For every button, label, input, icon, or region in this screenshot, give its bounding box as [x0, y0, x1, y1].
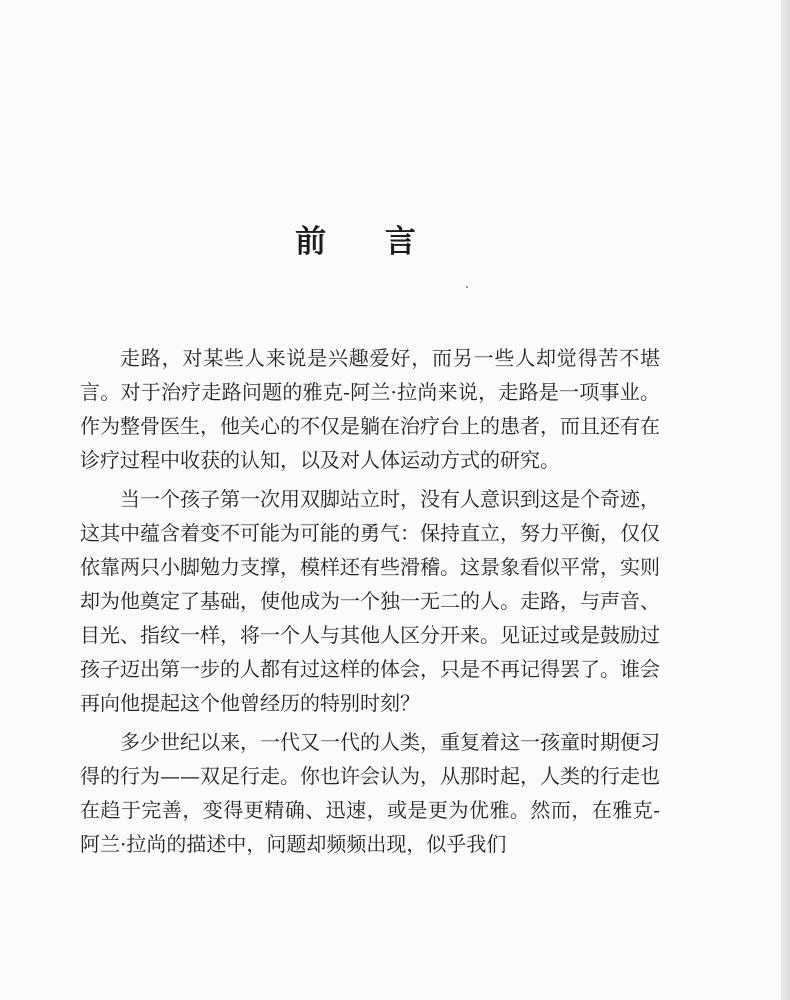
paragraph-2: 当一个孩子第一次用双脚站立时，没有人意识到这是个奇迹，这其中蕴含着变不可能为可能的勇气：保持直立，努力平衡，仅仅依靠两只小脚勉力支撑，模样还有些滑稽。这景象看似平常，实则却为他奠定了基础，使他成为一个独一无二的人。走路，与声音、目光、指纹一样，将一个人与其他人区分开来。见证过或是鼓励过孩子迈出第一步的人都有过这样的体会，只是不再记得罢了。谁会再向他提起这个他曾经历的特别时刻？	[80, 487, 660, 715]
print-speck	[466, 286, 468, 288]
page-edge	[782, 0, 790, 1000]
page-title: 前 言	[295, 223, 440, 260]
paragraph-3: 多少世纪以来，一代又一代的人类，重复着这一孩童时期便习得的行为——双足行走。你也许会认为，从那时起，人类的行走也在趋于完善，变得更精确、迅速，或是更为优雅。然而，在雅克-阿兰·拉尚的描述中，问题却频频出现，似乎我们	[80, 730, 660, 856]
body-text	[80, 341, 660, 866]
paragraph-1: 走路，对某些人来说是兴趣爱好，而另一些人却觉得苦不堪言。对于治疗走路问题的雅克-阿兰·拉尚来说，走路是一项事业。作为整骨医生，他关心的不仅是躺在治疗台上的患者，而且还有在诊疗过程中收获的认知，以及对人体运动方式的研究。	[80, 346, 660, 472]
